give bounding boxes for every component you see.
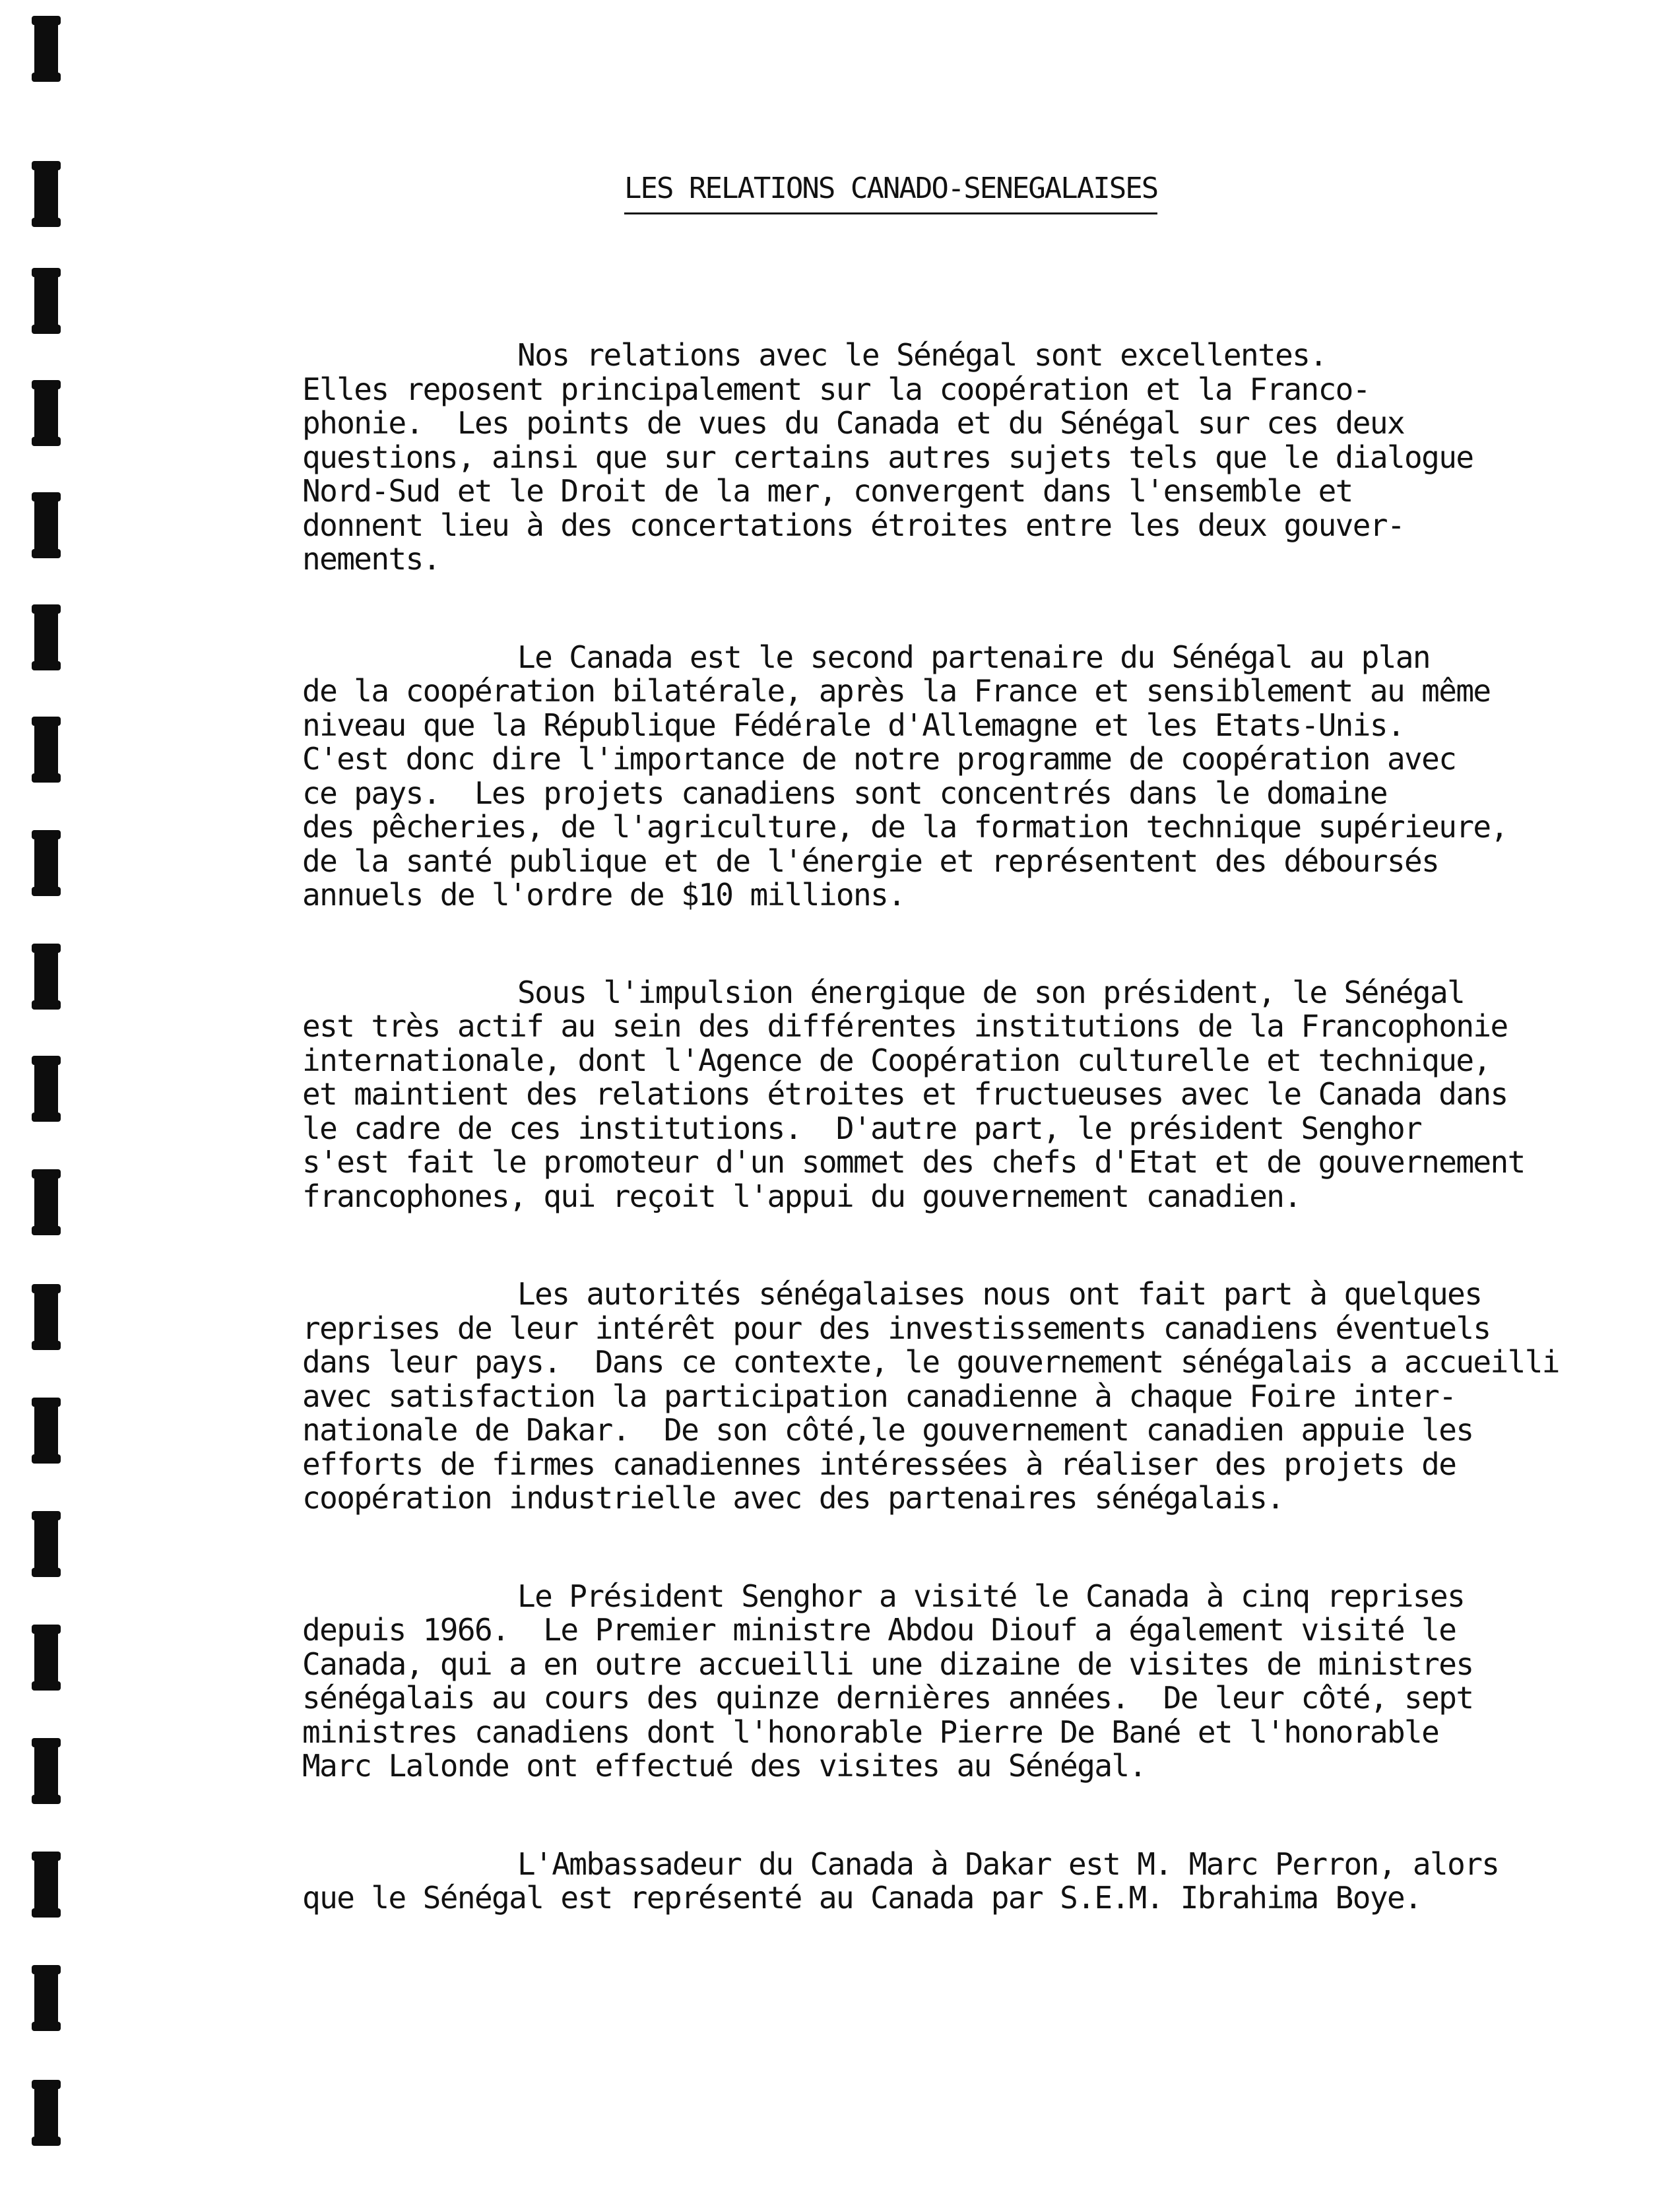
paragraph-gap [302,1516,1503,1580]
binding-hole [34,944,58,1010]
paragraph-ambassadeur [302,1848,1503,1916]
binding-hole [34,604,58,670]
text-line: niveau que la République Fédérale d'Allemagne et les Etats-Unis. [302,707,1405,743]
text-line: des pêcheries, de l'agriculture, de la formation technique supérieure, [302,809,1508,845]
paragraph-visites [302,1580,1503,1784]
text-line: Sous l'impulsion énergique de son président, le Sénégal [517,974,1465,1010]
text-line: nements. [302,541,440,577]
binding-hole [34,268,58,334]
paragraph-gap [302,577,1503,641]
binding-hole [34,1169,58,1235]
binding-hole [34,1738,58,1804]
binding-hole [34,1398,58,1464]
text-line: coopération industrielle avec des partenaires sénégalais. [302,1480,1284,1516]
text-line: C'est donc dire l'importance de notre programme de coopération avec [302,741,1456,777]
text-line: francophones, qui reçoit l'appui du gouvernement canadien. [302,1178,1301,1214]
binding-hole [34,717,58,783]
text-line: dans leur pays. Dans ce contexte, le gouvernement sénégalais a accueilli [302,1344,1559,1380]
text-line: annuels de l'ordre de $10 millions. [302,877,905,913]
text-line: de la coopération bilatérale, après la France et sensiblement au même [302,673,1491,709]
text-line: efforts de firmes canadiennes intéressées à réaliser des projets de [302,1446,1456,1482]
binding-hole [34,1965,58,2031]
text-line: ministres canadiens dont l'honorable Pierre De Bané et l'honorable [302,1714,1439,1750]
binding-hole [34,1056,58,1122]
text-line: reprises de leur intérêt pour des investissements canadiens éventuels [302,1310,1491,1346]
binding-hole [34,16,58,82]
text-line: ce pays. Les projets canadiens sont concentrés dans le domaine [302,775,1387,811]
binding-hole [34,161,58,227]
binding-hole [34,1852,58,1918]
binding-holes [0,0,79,2194]
paragraph-relations [302,339,1503,577]
text-line: Elles reposent principalement sur la coopération et la Franco- [302,371,1370,407]
text-line: nationale de Dakar. De son côté,le gouvernement canadien appuie les [302,1412,1473,1448]
text-line: sénégalais au cours des quinze dernières années. De leur côté, sept [302,1680,1473,1716]
binding-hole [34,1625,58,1691]
text-line: et maintient des relations étroites et fructueuses avec le Canada dans [302,1076,1508,1112]
text-line: Les autorités sénégalaises nous ont fait part à quelques [517,1276,1482,1312]
text-line: Nos relations avec le Sénégal sont excellentes. [517,337,1327,373]
text-line: Marc Lalonde ont effectué des visites au Sénégal. [302,1748,1146,1784]
text-line: avec satisfaction la participation canadienne à chaque Foire inter- [302,1378,1456,1414]
text-line: depuis 1966. Le Premier ministre Abdou Diouf a également visité le [302,1612,1456,1648]
paragraph-francophonie [302,974,1525,1214]
text-line: L'Ambassadeur du Canada à Dakar est M. Marc Perron, alors [517,1846,1499,1882]
text-line: s'est fait le promoteur d'un sommet des chefs d'Etat et de gouvernement [302,1144,1525,1180]
paragraph-cooperation [302,639,1508,913]
paragraph-investissements [302,1276,1559,1516]
binding-hole [34,380,58,446]
text-line: Canada, qui a en outre accueilli une dizaine de visites de ministres [302,1646,1473,1682]
binding-hole [34,1511,58,1577]
text-line: phonie. Les points de vues du Canada et du Sénégal sur ces deux [302,405,1405,441]
binding-hole [34,2080,58,2146]
binding-hole [34,492,58,558]
text-line: le cadre de ces institutions. D'autre part, le président Senghor [302,1110,1422,1146]
text-line: Le Président Senghor a visité le Canada à cinq reprises [517,1578,1465,1614]
text-line: que le Sénégal est représenté au Canada par S.E.M. Ibrahima Boye. [302,1880,1422,1916]
text-line: Nord-Sud et le Droit de la mer, convergent dans l'ensemble et [302,473,1353,509]
paragraph-gap [302,913,1503,976]
paragraph-gap [302,1784,1503,1848]
text-line: questions, ainsi que sur certains autres sujets tels que le dialogue [302,439,1473,475]
text-line: de la santé publique et de l'énergie et représentent des déboursés [302,843,1439,879]
document-body [302,337,1559,1916]
text-line: internationale, dont l'Agence de Coopération culturelle et technique, [302,1042,1491,1078]
binding-hole [34,1284,58,1350]
text-line: donnent lieu à des concertations étroites entre les deux gouver- [302,507,1405,543]
page-title: LES RELATIONS CANADO-SENEGALAISES [624,170,1157,214]
text-line: Le Canada est le second partenaire du Sénégal au plan [517,639,1431,675]
binding-hole [34,830,58,896]
text-line: est très actif au sein des différentes institutions de la Francophonie [302,1008,1508,1044]
paragraph-gap [302,1213,1503,1277]
